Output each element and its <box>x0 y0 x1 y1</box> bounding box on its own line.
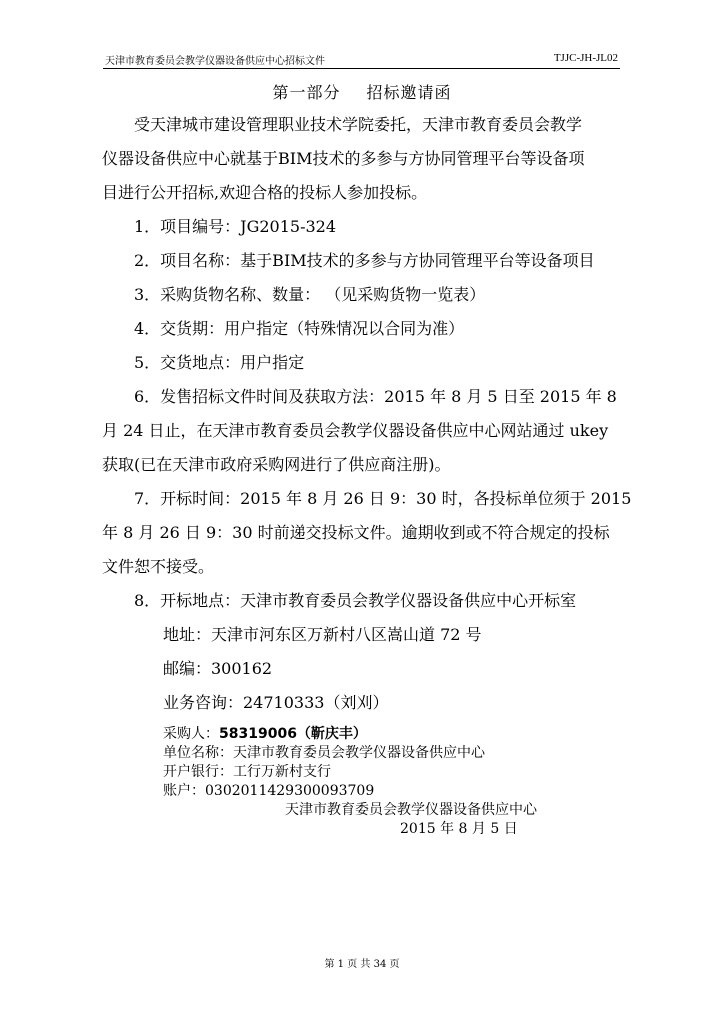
bank-account: 账户：0302011429300093709 <box>163 783 375 799</box>
bank-name: 开户银行：工行万新村支行 <box>163 764 331 780</box>
item-sale-line-3: 获取(已在天津市政府采购网进行了供应商注册)。 <box>102 455 451 474</box>
section-part: 第一部分 <box>272 83 341 102</box>
buyer-label: 采购人： <box>163 726 219 742</box>
page-footer: 第 1 页 共 34 页 <box>324 959 400 970</box>
signature-date: 2015 年 8 月 5 日 <box>400 821 518 837</box>
postcode: 邮编：300162 <box>163 659 273 678</box>
item-opening-time-line-1: 7．开标时间：2015 年 8 月 26 日 9：30 时，各投标单位须于 2015 <box>134 489 632 508</box>
item-project-number: 1．项目编号：JG2015-324 <box>134 217 337 236</box>
item-opening-time-line-2: 年 8 月 26 日 9：30 时前递交投标文件。逾期收到或不符合规定的投标 <box>102 523 610 542</box>
buyer-value: 58319006（靳庆丰） <box>219 726 367 742</box>
item-delivery-period: 4．交货期：用户指定（特殊情况以合同为准） <box>134 319 465 338</box>
buyer-contact <box>163 725 367 743</box>
item-project-name: 2．项目名称：基于BIM技术的多参与方协同管理平台等设备项目 <box>134 251 595 270</box>
intro-line-3: 目进行公开招标,欢迎合格的投标人参加投标。 <box>102 183 428 202</box>
item-sale-line-2: 月 24 日止，在天津市教育委员会教学仪器设备供应中心网站通过 ukey <box>102 421 609 440</box>
item-delivery-place: 5．交货地点：用户指定 <box>134 353 305 372</box>
item-opening-place: 8．开标地点：天津市教育委员会教学仪器设备供应中心开标室 <box>134 591 577 610</box>
address: 地址：天津市河东区万新村八区嵩山道 72 号 <box>163 625 482 644</box>
signature-org: 天津市教育委员会教学仪器设备供应中心 <box>285 802 537 818</box>
intro-line-1: 受天津城市建设管理职业技术学院委托，天津市教育委员会教学 <box>134 115 583 134</box>
item-sale-line-1: 6．发售招标文件时间及获取方法：2015 年 8 月 5 日至 2015 年 8 <box>134 387 617 406</box>
header-doc-code: TJJC-JH-JL02 <box>553 52 618 64</box>
header-title: 天津市教育委员会教学仪器设备供应中心招标文件 <box>105 56 325 67</box>
unit-name: 单位名称：天津市教育委员会教学仪器设备供应中心 <box>163 745 485 761</box>
item-goods: 3．采购货物名称、数量： （见采购货物一览表） <box>134 285 486 304</box>
section-title <box>0 80 724 103</box>
intro-line-2: 仪器设备供应中心就基于BIM技术的多参与方协同管理平台等设备项 <box>102 149 585 168</box>
page-header <box>103 50 620 69</box>
item-opening-time-line-3: 文件恕不接受。 <box>102 557 215 576</box>
consultation-phone: 业务咨询：24710333（刘刈） <box>163 693 389 712</box>
section-name: 招标邀请函 <box>366 83 452 102</box>
